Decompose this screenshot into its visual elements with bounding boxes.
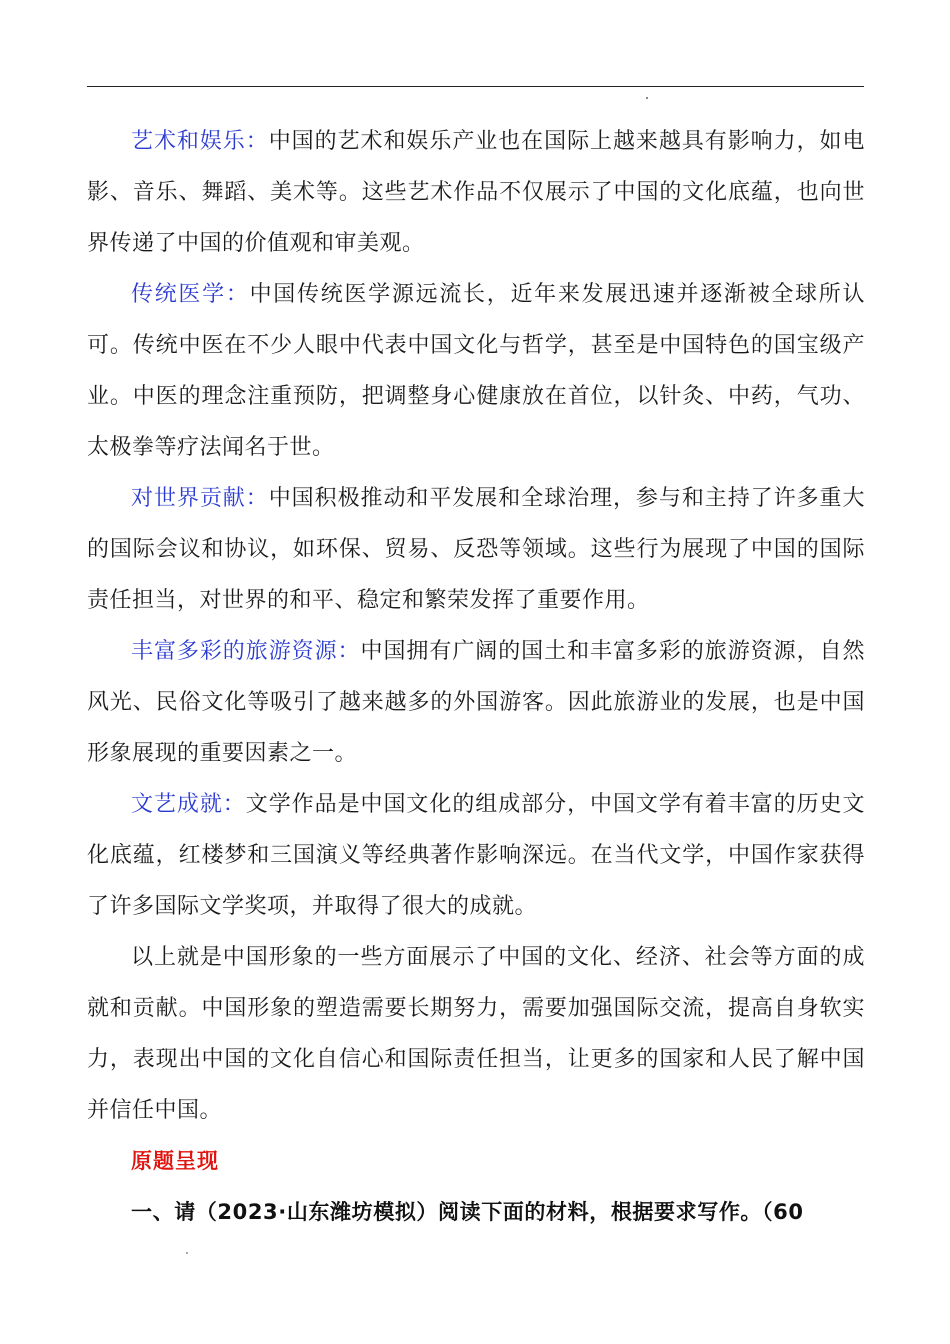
paragraph-text: 中国积极推动和平发展和全球治理，参与和主持了许多重大的国际会议和协议，如环保、贸易、反恐等领域。这些行为展现了中国的国际责任担当，对世界的和平、稳定和繁荣发挥了重要作用。	[87, 486, 865, 613]
paragraph-text: 中国拥有广阔的国土和丰富多彩的旅游资源，自然风光、民俗文化等吸引了越来越多的外国游客。因此旅游业的发展，也是中国形象展现的重要因素之一。	[87, 639, 865, 766]
term-label: 传统医学：	[131, 282, 250, 307]
footer-mark	[186, 1252, 188, 1254]
question-heading: 一、请（2023·山东潍坊模拟）阅读下面的材料，根据要求写作。（60	[131, 1200, 804, 1224]
paragraph-summary: 以上就是中国形象的一些方面展示了中国的文化、经济、社会等方面的成就和贡献。中国形象的塑造需要长期努力，需要加强国际交流，提高自身软实力，表现出中国的文化自信心和国际责任担当，让更多的国家和人民了解中国并信任中国。	[87, 945, 865, 1123]
header-rule	[87, 86, 864, 87]
paragraph-tourism	[87, 626, 865, 779]
paragraph-medicine	[87, 269, 865, 473]
paragraph-text: 文学作品是中国文化的组成部分，中国文学有着丰富的历史文化底蕴，红楼梦和三国演义等经典著作影响深远。在当代文学，中国作家获得了许多国际文学奖项，并取得了很大的成就。	[87, 792, 865, 919]
term-label: 丰富多彩的旅游资源：	[131, 639, 361, 664]
header-mark	[646, 97, 648, 99]
paragraph-contribution	[87, 473, 865, 626]
paragraph-text: 中国传统医学源远流长，近年来发展迅速并逐渐被全球所认可。传统中医在不少人眼中代表中国文化与哲学，甚至是中国特色的国宝级产业。中医的理念注重预防，把调整身心健康放在首位，以针灸、中药，气功、太极拳等疗法闻名于世。	[87, 282, 865, 460]
term-label: 艺术和娱乐：	[131, 129, 269, 154]
document-body	[87, 116, 865, 1238]
paragraph-arts	[87, 116, 865, 269]
section-title: 原题呈现	[131, 1149, 219, 1173]
term-label: 对世界贡献：	[131, 486, 269, 511]
paragraph-literature	[87, 779, 865, 932]
term-label: 文艺成就：	[131, 792, 246, 817]
paragraph-text: 中国的艺术和娱乐产业也在国际上越来越具有影响力，如电影、音乐、舞蹈、美术等。这些艺术作品不仅展示了中国的文化底蕴，也向世界传递了中国的价值观和审美观。	[87, 129, 865, 256]
